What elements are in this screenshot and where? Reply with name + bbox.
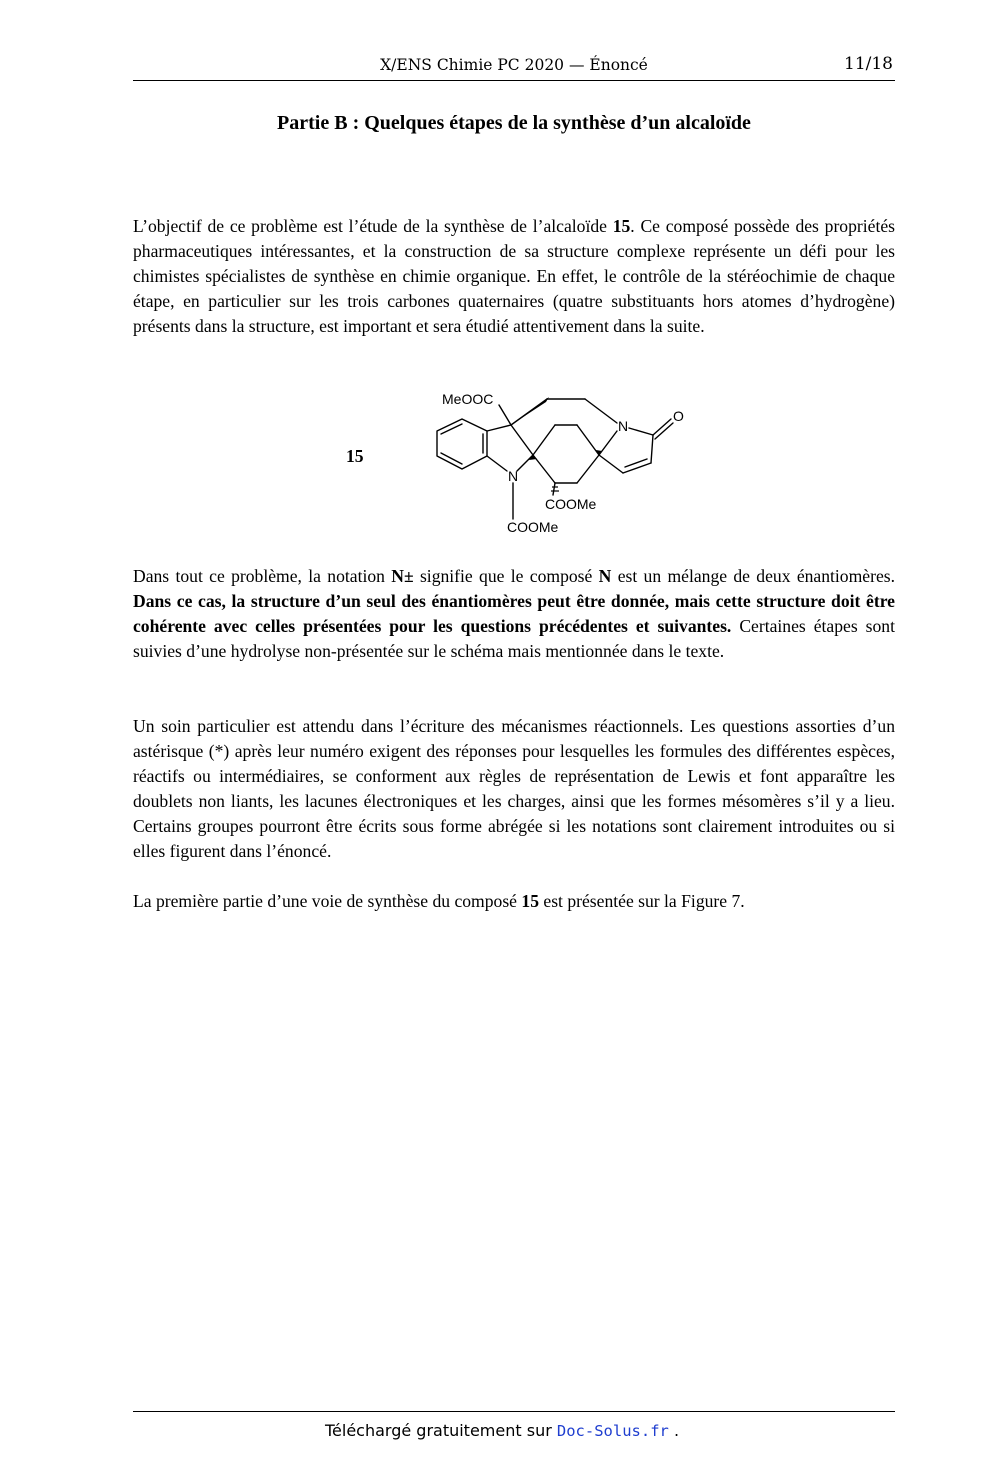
- notation-text-1: Dans tout ce problème, la notation: [133, 566, 392, 586]
- bond: [533, 455, 555, 483]
- bond: [499, 405, 511, 425]
- bond: [577, 455, 599, 483]
- bond: [599, 455, 623, 473]
- bond: [517, 455, 533, 471]
- compound-15-structure: [425, 383, 695, 543]
- page-footer: [0, 1421, 1004, 1440]
- bond: [577, 425, 599, 455]
- synthesis-intro-paragraph: [133, 889, 895, 914]
- benzene-ring: [437, 419, 487, 469]
- bond: [533, 425, 555, 455]
- notation-warning: Dans ce cas, la structure d’un seul des énantiomères peut être donnée, mais cette structure doit être cohérente avec celles présentées pour les questions précédentes et suivantes.: [133, 591, 895, 636]
- bond: [623, 463, 651, 473]
- label-nitrogen-right: N: [618, 418, 629, 434]
- intro-compound-ref: 15: [612, 216, 631, 236]
- bond: [487, 456, 507, 471]
- bond: [553, 483, 555, 495]
- label-nitrogen-indoline: N: [508, 468, 519, 484]
- label-ester-ring: COOMe: [545, 496, 597, 512]
- notation-text-2: signifie que le composé: [413, 566, 599, 586]
- bond: [487, 425, 511, 431]
- bond: [511, 425, 533, 455]
- benzene-double-bond: [441, 453, 462, 464]
- compound-number: 15: [346, 446, 364, 466]
- notation-symbol: N±: [391, 566, 414, 586]
- header-title: X/ENS Chimie PC 2020 — Énoncé: [380, 56, 648, 74]
- synthesis-text-1: La première partie d’une voie de synthèse du composé: [133, 891, 522, 911]
- section-title: Partie B : Quelques étapes de la synthèse d’un alcaloïde: [277, 112, 751, 134]
- bond: [651, 435, 653, 463]
- bond: [629, 428, 653, 435]
- footer-link[interactable]: Doc-Solus.fr: [556, 1422, 669, 1440]
- page-header: [133, 54, 895, 81]
- label-carbamate: COOMe: [507, 519, 559, 535]
- label-ester-top: MeOOC: [442, 391, 494, 407]
- footer-prefix: Téléchargé gratuitement sur: [324, 1421, 557, 1440]
- intro-paragraph: [133, 214, 895, 339]
- benzene-double-bond: [441, 424, 462, 434]
- notation-compound: N: [598, 566, 612, 586]
- synthesis-text-2: est présentée sur la Figure 7.: [538, 891, 745, 911]
- intro-text-1: L’objectif de ce problème est l’étude de la synthèse de l’alcaloïde: [133, 216, 613, 236]
- notation-paragraph: [133, 564, 895, 664]
- bond: [599, 431, 617, 455]
- notation-text-3: est un mélange de deux énantiomères.: [611, 566, 896, 586]
- synthesis-compound-ref: 15: [521, 891, 539, 911]
- bond: [585, 399, 617, 423]
- hashed-bond: [551, 487, 559, 491]
- intro-text-2: . Ce composé possède des propriétés pharmaceutiques intéressantes, et la construction de sa structure complexe représente un défi pour les chimistes spécialistes de synthèse en chimie organique. En effet, le contrôle de la stéréochimie de chaque étape, en particulier sur les trois carbones quaternaires (quatre substituants hors atomes d’hydrogène) présents dans la structure, est important et sera étudié attentivement dans la suite.: [133, 216, 895, 336]
- notation-text-4: Certaines étapes sont suivies d’une hydrolyse non-présentée sur le schéma mais mentionnée dans le texte.: [133, 616, 895, 661]
- label-carbonyl-oxygen: O: [673, 408, 684, 424]
- footer-suffix: .: [668, 1421, 680, 1440]
- page-number: 11/18: [844, 54, 893, 74]
- mechanism-paragraph: Un soin particulier est attendu dans l’écriture des mécanismes réactionnels. Les questions assorties d’un astérisque (*) après leur numéro exigent des réponses pour lesquelles les formules des différentes espèces, réactifs ou intermédiaires, se conforment aux règles de représentation de Lewis et font apparaître les doublets non liants, les lacunes électroniques et les charges, ainsi que les formes mésomères s’il y a lieu. Certains groupes pourront être écrits sous forme abrégée si les notations sont clairement introduites ou si elles figurent dans l’énoncé.: [133, 716, 895, 861]
- footer-divider: [133, 1411, 895, 1412]
